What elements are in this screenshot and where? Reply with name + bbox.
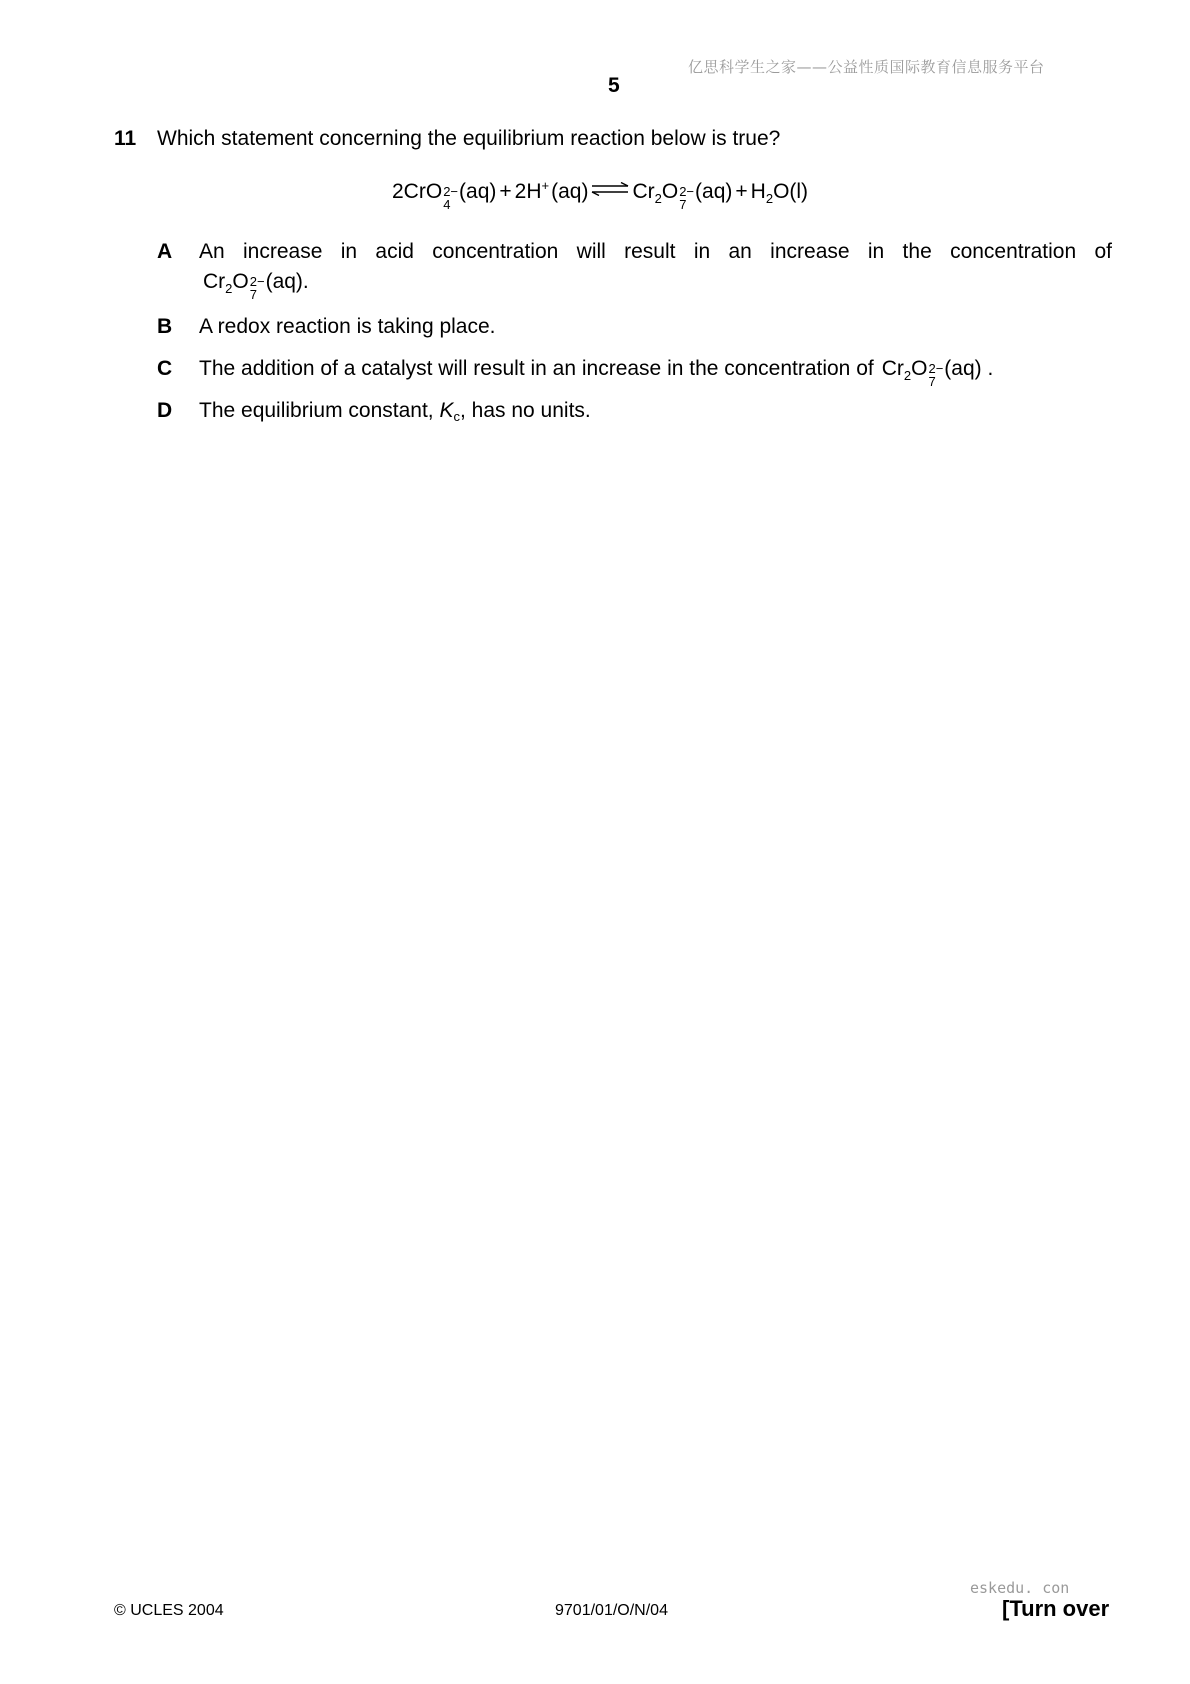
equation-reactant-hydrogen-ion: 2H + (aq) bbox=[514, 178, 589, 203]
turn-over-label: [Turn over bbox=[1002, 1596, 1110, 1621]
footer-watermark: eskedu. con bbox=[970, 1579, 1070, 1597]
option-b-letter: B bbox=[157, 315, 173, 338]
option-c-letter: C bbox=[157, 357, 173, 380]
chromate-charge: 2− bbox=[443, 184, 459, 199]
question-text: Which statement concerning the equilibrium reaction below is true? bbox=[157, 127, 781, 150]
equation-product-dichromate: Cr 2 O 2− 7 (aq) bbox=[632, 180, 733, 212]
equation-plus: + bbox=[499, 180, 512, 203]
option-c-text: The addition of a catalyst will result in an increase in the concentration of Cr 2 O 2− 7 (aq) . bbox=[199, 357, 994, 389]
question-number: 11 bbox=[114, 127, 137, 150]
option-a-letter: A bbox=[157, 240, 173, 263]
option-d-text: The equilibrium constant, Kc, has no units. bbox=[199, 399, 591, 424]
option-d-letter: D bbox=[157, 399, 173, 422]
option-a-text: An increase in acid concentration will result in an increase in the concentration of bbox=[199, 240, 1112, 263]
header-watermark: 亿思科学生之家——公益性质国际教育信息服务平台 bbox=[688, 58, 1045, 76]
equation-product-water: H 2 O(l) bbox=[750, 180, 809, 206]
equation-plus: + bbox=[735, 180, 748, 203]
chromate-subscript: 4 bbox=[443, 197, 451, 212]
equilibrium-equation bbox=[392, 180, 808, 213]
equilibrium-arrow-icon bbox=[591, 182, 629, 196]
page-number: 5 bbox=[608, 74, 620, 97]
option-b-text: A redox reaction is taking place. bbox=[199, 315, 496, 338]
equation-reactant-chromate: 2CrO 2− 4 (aq) bbox=[392, 180, 497, 212]
footer-copyright: © UCLES 2004 bbox=[114, 1602, 224, 1619]
option-a-formula: Cr 2 O 2− 7 (aq). bbox=[203, 270, 309, 302]
footer-paper-code: 9701/01/O/N/04 bbox=[555, 1602, 668, 1619]
